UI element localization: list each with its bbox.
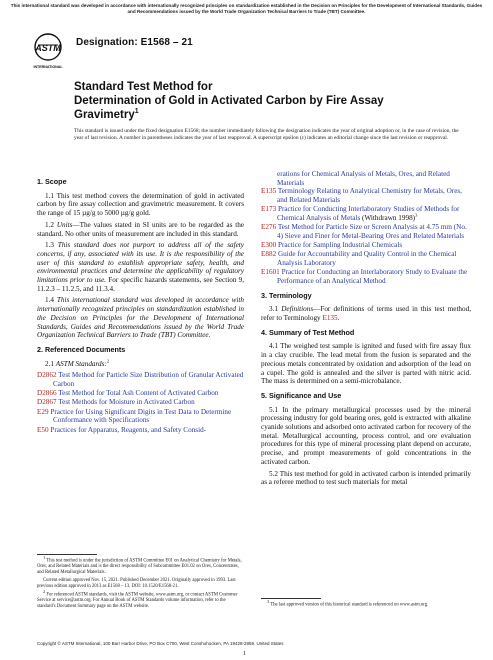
copyright-line: Copyright © ASTM International, 100 Barr Harbor Drive, PO Box C700, West Conshohocken, PA 19428-2959. United States	[37, 641, 284, 646]
terminology-link[interactable]: E135	[322, 314, 338, 323]
significance-p1: 5.1 In the primary metallurgical processes used by the mineral processing industry for gold bearing ores, gold is extracted with alkaline cyanide solutions and adsorbed onto activated carbon for recovery of the metal. Metallurgical accounting, process control, and ore evaluation procedures for this type of mineral processing plant depend on accurate, precise, and prompt measurements of gold concentrations in the activated carbon.	[261, 405, 471, 466]
title-footnote-marker: 1	[134, 108, 139, 116]
reference-title[interactable]: Practices for Apparatus, Reagents, and Safety Consid-	[48, 425, 207, 434]
astm-standards-sup: 2	[106, 358, 110, 364]
left-footnotes	[37, 554, 244, 612]
scope-p2-italic: Units	[56, 220, 73, 229]
terminology-lead: 3.1	[269, 305, 282, 314]
reference-title[interactable]: Terminology Relating to Analytical Chemistry for Metals, Ores, and Related Materials	[276, 187, 462, 205]
section-scope-heading: 1. Scope	[37, 177, 67, 186]
footnote-1	[37, 555, 244, 576]
reference-item[interactable]	[37, 426, 244, 435]
standard-note: This standard is issued under the fixed designation E1568; the number immediately following the designation indicates the year of original adoption or, in the case of revision, the year of last revision. A number in parentheses indicates the year of last reapproval. A superscript epsilon (ε) indicates an editorial change since the last revision or reapproval.	[74, 128, 459, 141]
reference-title[interactable]: Test Method for Particle Size or Screen Analysis at 4.75 mm (No. 4) Sieve and Finer for Metal-Bearing Ores and Related Materials	[276, 223, 467, 240]
scope-p2-lead: 1.2	[45, 220, 57, 229]
reference-code[interactable]: E50	[37, 425, 49, 434]
reference-item[interactable]	[261, 250, 471, 267]
footnote-divider-right	[261, 598, 321, 599]
reference-continuation[interactable]: erations for Chemical Analysis of Metals, Ores, and Related Materials	[277, 170, 450, 187]
terminology-p	[261, 305, 471, 322]
terminology-end: .	[337, 314, 340, 323]
reference-title[interactable]: Test Method for Total Ash Content of Activated Carbon	[56, 389, 219, 398]
astm-standards-num: 2.1	[45, 359, 56, 368]
section-significance-heading: 5. Significance and Use	[261, 390, 342, 400]
left-column	[37, 172, 244, 435]
title-line-1: Standard Test Method for	[74, 81, 213, 93]
reference-item[interactable]	[37, 398, 244, 407]
reference-item[interactable]	[261, 187, 471, 204]
reference-item[interactable]	[261, 241, 471, 250]
reference-code[interactable]: E29	[37, 407, 49, 416]
reference-title[interactable]: Test Method for Particle Size Distribution of Granular Activated Carbon	[53, 371, 244, 389]
summary-p: 4.1 The weighed test sample is ignited and fused with fire assay flux in a clay crucible. The lead metal from the fusion is separated and the precious metals concentrated by oxidation and adsorption of the lead on a cupel. The gold is annealed and the silver is parted with nitric acid. The mass is determined on a semi-microbalance.	[261, 342, 471, 386]
reference-withdrawn-note: (Withdrawn 1998)	[360, 214, 416, 223]
scope-p2-rest: —The values stated in SI units are to be regarded as the standard. No other units of measurement are included in this standard.	[37, 220, 244, 238]
footnote-3-marker: 3	[267, 599, 270, 604]
reference-item[interactable]	[261, 205, 471, 222]
scope-p3-italic: This standard does not purport to address all of the safety concerns, if any, associated with its use. It is the responsibility of the user of this standard to establish appropriate safety, health, and environmental practices and determine the applicability of regulatory limitations prior to use.	[37, 241, 244, 285]
section-summary-heading: 4. Summary of Test Method	[261, 327, 355, 337]
section-referenced-heading: 2. Referenced Documents	[37, 344, 126, 354]
scope-p2	[37, 221, 244, 238]
right-reference-list	[261, 187, 471, 285]
right-column	[261, 170, 471, 490]
svg-text:ASTM: ASTM	[35, 43, 61, 53]
footnote-2-marker: 2	[43, 588, 46, 594]
scope-p3-rest: For specific hazards statements, see Section 9, 11.2.3 – 11.2.5, and 11.3.4.	[37, 276, 245, 293]
reference-code[interactable]: E276	[261, 223, 277, 232]
footnote-1-marker: 1	[43, 555, 46, 560]
scope-p4	[37, 296, 244, 340]
reference-title[interactable]: Practice for Conducting an Interlaboratory Study to Evaluate the Performance of an Analytical Method	[277, 268, 468, 285]
section-terminology-heading: 3. Terminology	[261, 290, 312, 300]
terminology-italic: Definitions	[281, 305, 314, 314]
footnote-1b: Current edition approved Nov. 15, 2021. Published December 2021. Originally approved in 1993. Last previous edition approved in 2013 as E1568 – 13. DOI: 10.1520/E1568-21.	[37, 577, 236, 589]
scope-p4-num: 1.4	[45, 296, 57, 305]
title-line-3	[74, 108, 454, 122]
footnote-2	[37, 588, 244, 610]
terminology-rest: —For definitions of terms used in this test method, refer to Terminology	[261, 305, 472, 323]
footnote-3	[261, 599, 471, 608]
reference-code[interactable]: E1601	[261, 268, 280, 277]
reference-item[interactable]	[261, 223, 471, 240]
footnote-1-text: This test method is under the jurisdiction of ASTM Committee E01 on Analytical Chemistry for Metals, Ores, and Related Materials and is the direct responsibility of Subcommittee E01.02 on Ores, Concentrates, and Related Metallurgical Materials.	[37, 558, 242, 576]
reference-footnote-marker: 3	[415, 212, 418, 218]
astm-logo	[31, 32, 65, 72]
designation: Designation: E1568 – 21	[76, 37, 193, 48]
title-line-3-text: Gravimetry	[74, 109, 135, 121]
reference-title[interactable]: Practice for Using Significant Digits in Test Data to Determine Conformance with Specifications	[48, 407, 232, 425]
reference-title[interactable]: Guide for Accountability and Quality Control in the Chemical Analysis Laboratory	[276, 250, 457, 268]
reference-code[interactable]: E135	[261, 187, 277, 196]
reference-title[interactable]: Test Methods for Moisture in Activated Carbon	[56, 398, 195, 407]
right-footnotes	[261, 598, 471, 610]
astm-standards-italic: ASTM Standards:	[55, 359, 107, 368]
footnote-2-text: For referenced ASTM standards, visit the ASTM website, www.astm.org, or contact ASTM Customer Service at service@astm.org. For Annual Book of ASTM Standards volume information, refer to the standard's Document Summary page on the ASTM website.	[37, 592, 238, 609]
reference-item[interactable]	[37, 408, 244, 425]
top-note: This international standard was developed in accordance with internationally recognized principles on standardization established in the Decision on Principles for the Development of International Standards, Guides and Recommendations issued by the World Trade Organization Technical Barriers to Trade (TBT) Committee.	[10, 3, 483, 14]
reference-item[interactable]	[37, 389, 244, 398]
reference-code[interactable]: E173	[261, 205, 277, 214]
reference-item[interactable]	[261, 268, 471, 285]
reference-code[interactable]: E882	[261, 250, 277, 259]
scope-p3-num: 1.3	[45, 241, 58, 250]
footnote-3-text: The last approved version of this historical standard is referenced on www.astm.org.	[270, 602, 429, 608]
scope-p4-italic: This international standard was developed in accordance with internationally recognized principles on standardization established in the Decision on Principles for the Development of International Standards, Guides and Recommendations issued by the World Trade Organization Technical Barriers to Trade (TBT) Committee.	[37, 296, 244, 340]
svg-text:INTERNATIONAL: INTERNATIONAL	[33, 65, 63, 69]
reference-code[interactable]: D2866	[37, 389, 57, 398]
reference-code[interactable]: D2862	[37, 371, 57, 380]
scope-p3	[37, 241, 244, 293]
reference-code[interactable]: E300	[261, 241, 277, 250]
reference-code[interactable]: D2867	[37, 398, 57, 407]
title-line-2: Determination of Gold in Activated Carbon by Fire Assay	[74, 95, 384, 107]
footnote-divider	[37, 554, 97, 555]
scope-p1: 1.1 This test method covers the determination of gold in activated carbon by fire assay collection and gravimetric measurement. It covers the range of 15 µg/g to 5000 µg/g gold.	[37, 191, 244, 218]
astm-standards-label	[37, 360, 244, 369]
reference-title[interactable]: Practice for Sampling Industrial Chemicals	[276, 241, 403, 250]
significance-p2: 5.2 This test method for gold in activated carbon is intended primarily as a referee method to test such materials for metal	[261, 469, 471, 487]
page-number: 1	[243, 651, 246, 657]
document-title	[74, 80, 454, 122]
reference-title[interactable]: Practice for Conducting Interlaboratory Studies of Methods for Chemical Analysis of Metals	[276, 205, 460, 223]
left-reference-list	[37, 371, 244, 434]
reference-item[interactable]	[37, 371, 244, 388]
